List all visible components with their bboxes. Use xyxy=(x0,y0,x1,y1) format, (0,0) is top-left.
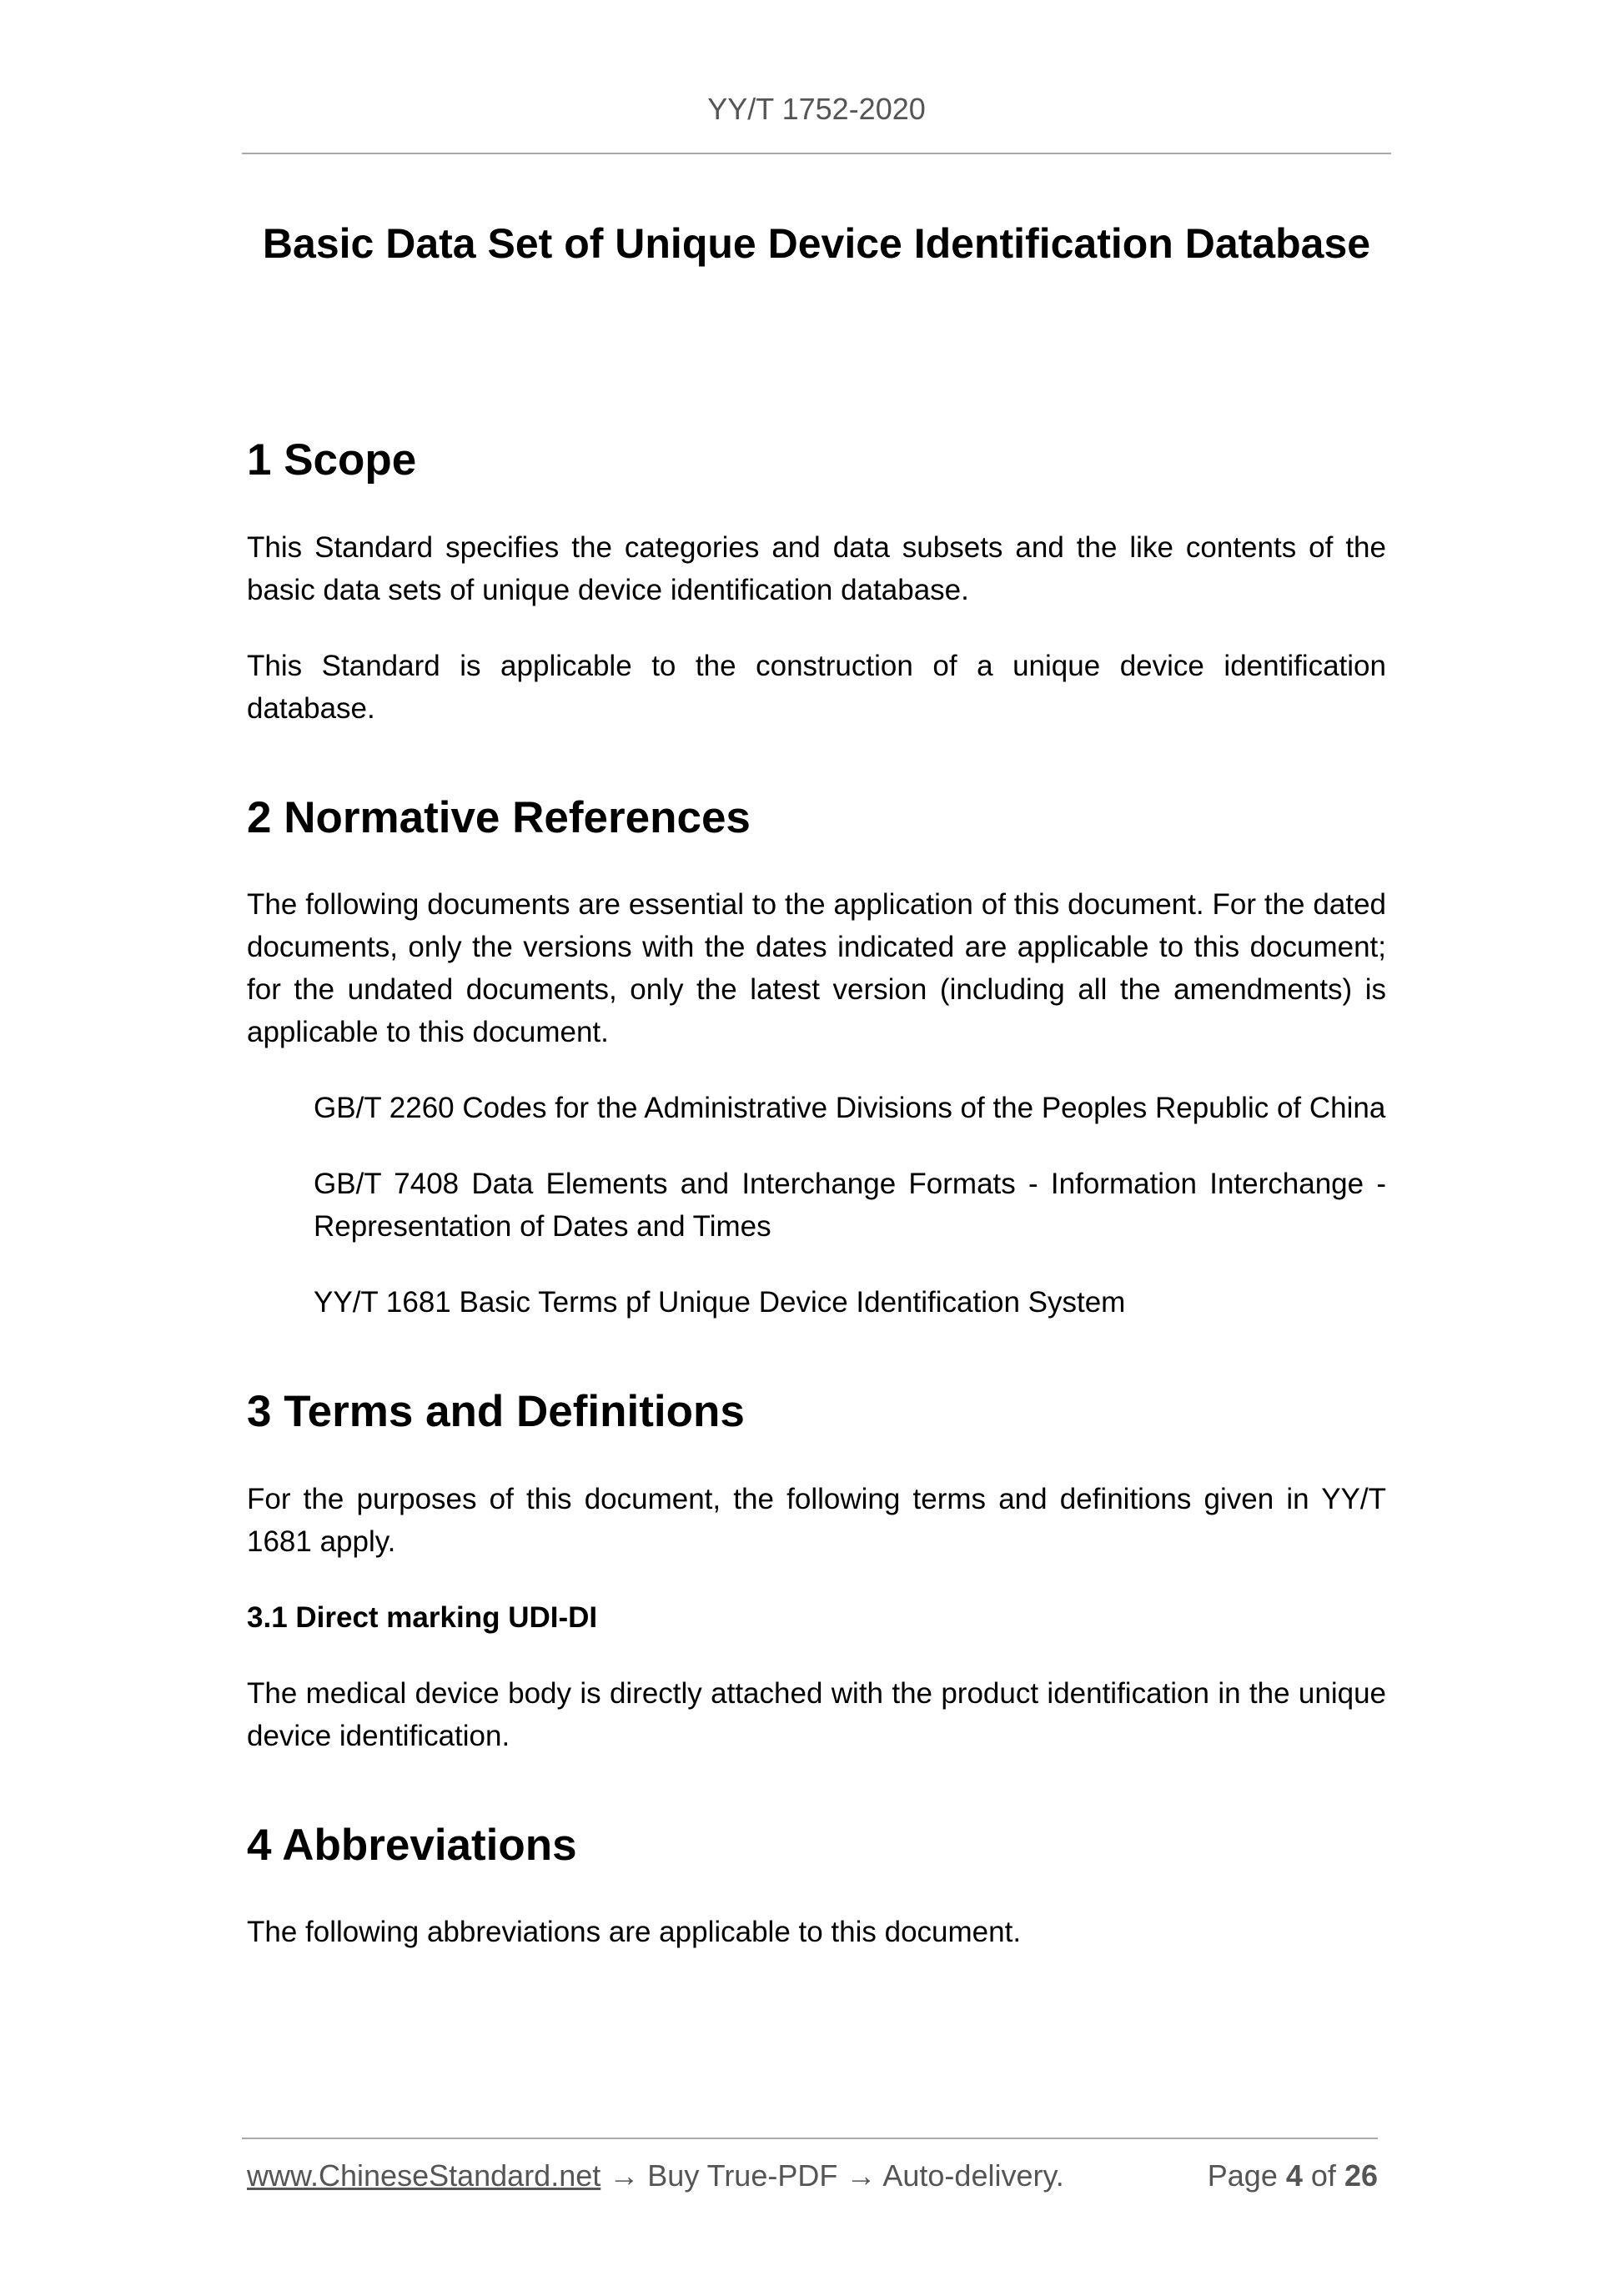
section-2-paragraph-1: The following documents are essential to the application of this document. For the dated documents, only the versions with the dates indicated are applicable to this document; for the undated documents, only the latest version (including all the amendments) is applicable to this document. xyxy=(247,888,1386,1049)
page-footer xyxy=(247,2158,1378,2193)
subsection-3-1-heading: 3.1 Direct marking UDI-DI xyxy=(247,1600,598,1634)
reference-item: GB/T 7408 Data Elements and Interchange Formats - Information Interchange - Representation of Dates and Times xyxy=(314,1168,1386,1243)
document-body xyxy=(247,434,1386,1953)
arrow-right-icon: → xyxy=(609,2158,640,2193)
document-title: Basic Data Set of Unique Device Identification Database xyxy=(262,220,1371,267)
section-4-paragraph-1: The following abbreviations are applicable to this document. xyxy=(247,1916,1022,1949)
website-link[interactable]: www.ChineseStandard.net xyxy=(247,2158,601,2193)
page-label: Page xyxy=(1207,2158,1278,2193)
reference-item: GB/T 2260 Codes for the Administrative Divisions of the Peoples Republic of China xyxy=(314,1092,1386,1125)
section-1-heading: 1 Scope xyxy=(247,435,417,485)
reference-item: YY/T 1681 Basic Terms pf Unique Device Identification System xyxy=(314,1286,1126,1319)
buy-text: Buy True-PDF xyxy=(647,2158,838,2193)
section-3-paragraph-1: For the purposes of this document, the following terms and definitions given in YY/T 1681 apply. xyxy=(247,1482,1386,1558)
delivery-text: Auto-delivery. xyxy=(882,2158,1064,2193)
section-4-heading: 4 Abbreviations xyxy=(247,1820,577,1870)
page-number: 4 xyxy=(1285,2158,1303,2193)
section-2-heading: 2 Normative References xyxy=(247,792,751,842)
total-pages: 26 xyxy=(1344,2158,1378,2193)
page-header xyxy=(242,92,1391,127)
section-1-paragraph-1: This Standard specifies the categories and data subsets and the like contents of the basic data sets of unique device identification database. xyxy=(247,530,1386,606)
page-indicator xyxy=(1208,2158,1378,2193)
of-label: of xyxy=(1310,2158,1336,2193)
section-1-paragraph-2: This Standard is applicable to the construction of a unique device identification database. xyxy=(247,649,1386,725)
arrow-right-icon: → xyxy=(846,2158,877,2193)
subsection-3-1-paragraph: The medical device body is directly attached with the product identification in the unique device identification. xyxy=(247,1676,1386,1752)
header-divider xyxy=(242,153,1391,154)
section-3-heading: 3 Terms and Definitions xyxy=(247,1387,745,1437)
footer-divider xyxy=(242,2138,1378,2139)
document-number: YY/T 1752-2020 xyxy=(707,92,926,126)
